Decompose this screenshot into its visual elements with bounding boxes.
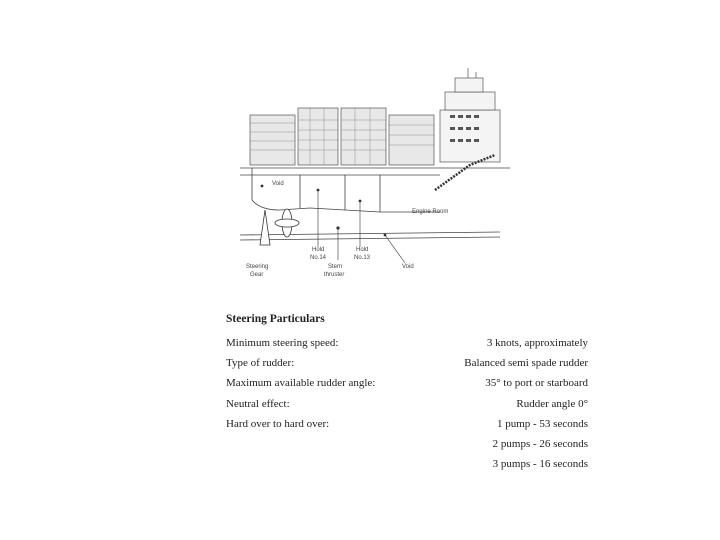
row-value: Rudder angle 0°: [516, 397, 588, 410]
hull-outline: [240, 168, 510, 240]
ship-stern-diagram: [240, 60, 520, 290]
particulars-row: [226, 373, 588, 393]
label-stern-thruster-line1: Stern: [328, 264, 343, 270]
row-value: 3 knots, approximately: [486, 337, 588, 349]
particulars-title: Steering Particulars: [226, 313, 325, 325]
row-value: 1 pump - 53 seconds: [496, 417, 588, 430]
label-steering-gear-line2: Gear: [250, 272, 264, 278]
label-engine-room: Engine Room: [412, 209, 449, 215]
particulars-row: [226, 333, 588, 353]
label-steering-gear-line1: Steering: [246, 264, 269, 270]
label-hold-14-line2: No.14: [310, 255, 327, 261]
particulars-row: [226, 394, 588, 414]
row-value: 35° to port or starboard: [485, 377, 588, 390]
row-value: 3 pumps - 16 seconds: [492, 458, 588, 471]
row-label: Hard over to hard over:: [226, 417, 330, 430]
label-stern-thruster-line2: thruster: [324, 272, 345, 278]
steering-particulars: [226, 313, 588, 474]
label-void-lower: Void: [402, 264, 414, 270]
row-label: Type of rudder:: [226, 357, 295, 370]
row-value: Balanced semi spade rudder: [464, 357, 588, 370]
row-label: Minimum steering speed:: [226, 337, 339, 349]
label-hold-13-line1: Hold: [356, 247, 369, 253]
label-void-upper: Void: [272, 181, 284, 187]
particulars-row: [226, 353, 588, 373]
label-hold-13-line2: No.13: [354, 255, 371, 261]
particulars-row: [226, 434, 588, 454]
row-label: Neutral effect:: [226, 397, 290, 410]
particulars-row: [226, 454, 588, 474]
particulars-row: [226, 414, 588, 434]
cargo-stack: [250, 108, 434, 165]
row-label: Maximum available rudder angle:: [226, 377, 376, 390]
row-value: 2 pumps - 26 seconds: [492, 437, 588, 450]
label-hold-14-line1: Hold: [312, 247, 325, 253]
